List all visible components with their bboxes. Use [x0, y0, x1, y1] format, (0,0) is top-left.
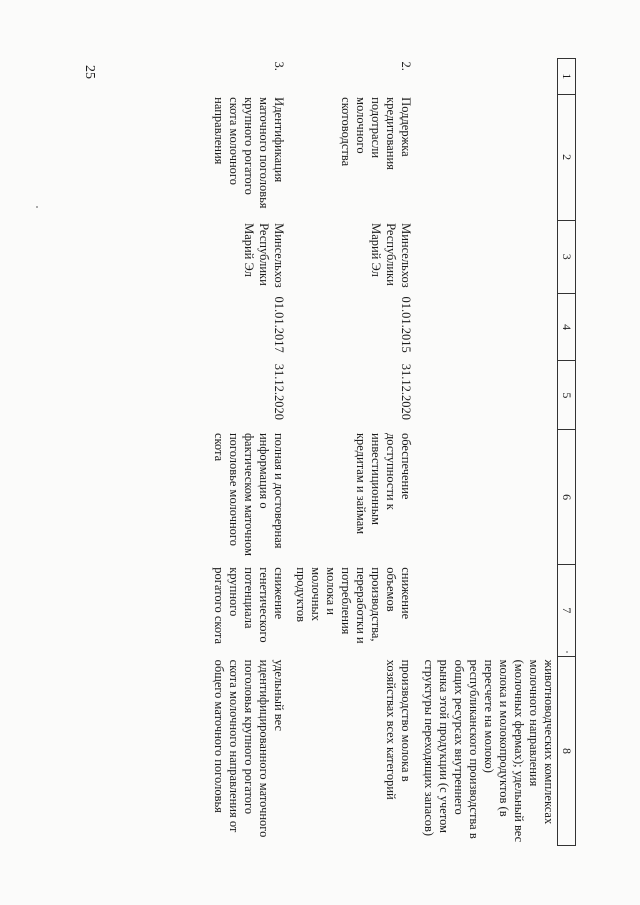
start-date: 01.01.2015 [399, 296, 413, 353]
header-col-3: 3 [558, 220, 576, 293]
header-col-8: 8 [558, 657, 576, 846]
scan-speck [36, 206, 38, 208]
activities-table [210, 58, 576, 846]
table-row [292, 59, 419, 846]
end-date: 31.12.2020 [399, 363, 413, 420]
consequences: снижение генетического потенциала крупного рогатого скота [212, 567, 286, 645]
header-col-7: 7 [558, 564, 576, 656]
header-col-1: 1 [558, 59, 576, 95]
executor: Минсельхоз Республики Марий Эл [369, 223, 413, 288]
executor: Минсельхоз Республики Марий Эл [242, 223, 286, 288]
start-date: 01.01.2017 [272, 296, 286, 353]
page-number: 25 [82, 65, 97, 79]
activity-name: Поддержка кредитования подотрасли молочного скотоводства [339, 97, 413, 170]
indicators: удельный вес идентифицированного маточного поголовья крупного рогатого скота молочного направления от общего маточного поголовья [212, 659, 286, 838]
expected-result: полная и достоверная информация о фактическом маточном поголовье молочного скота [212, 432, 286, 556]
continuation-row [419, 59, 558, 846]
row-number: 2. [399, 61, 413, 71]
consequences: снижение объемов производства, переработки и потребления молока и молочных продуктов [294, 567, 413, 644]
expected-result: обеспечение доступности к инвестиционным кредитам и займам [354, 432, 413, 535]
end-date: 31.12.2020 [272, 363, 286, 420]
indicators: производство молока в хозяйствах всех категорий [384, 659, 413, 800]
rotated-table-sheet [118, 58, 576, 846]
continuation-indicators: животноводческих комплексах молочного направления (молочных фермах); удельный вес молока и молокопродуктов (в пересчете на молоко) республиканского производства в общих ресурсах внутреннего рынка этой продукции (с учетом структуры переходящих запасов) [422, 659, 556, 843]
activity-name: Идентификация маточного поголовья крупного рогатого скота молочного направления [212, 97, 286, 209]
row-number: 3. [272, 61, 286, 71]
header-col-4: 4 [558, 294, 576, 361]
header-col-6: 6 [558, 430, 576, 564]
header-col-2: 2 [558, 94, 576, 220]
header-col-5: 5 [558, 361, 576, 430]
table-row [210, 59, 292, 846]
header-row [558, 59, 576, 846]
